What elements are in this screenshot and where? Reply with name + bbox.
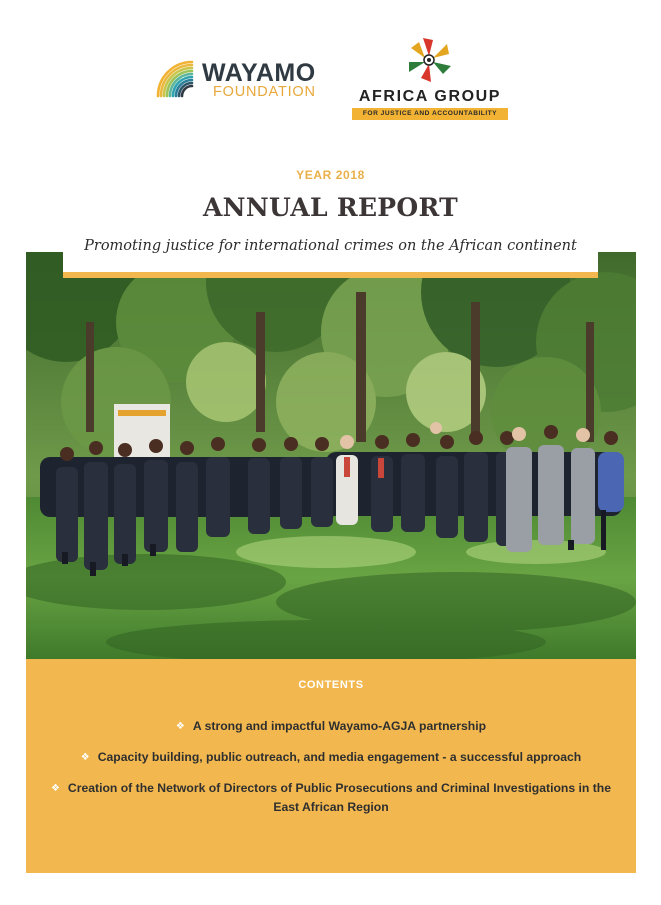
wayamo-foundation-logo bbox=[152, 56, 332, 104]
group-photo-illustration bbox=[26, 252, 636, 659]
report-title: ANNUAL REPORT bbox=[202, 193, 459, 222]
contents-item bbox=[46, 748, 616, 767]
contents-panel bbox=[26, 659, 636, 873]
contents-item bbox=[46, 717, 616, 736]
africa-group-emblem-icon bbox=[404, 36, 454, 84]
report-year: YEAR 2018 bbox=[296, 168, 365, 182]
contents-heading: CONTENTS bbox=[298, 679, 364, 691]
subtitle-banner bbox=[63, 232, 598, 278]
report-subtitle: Promoting justice for international crimes on the African continent bbox=[84, 238, 577, 254]
group-photo bbox=[26, 252, 636, 659]
diamond-bullet-icon: ❖ bbox=[175, 721, 185, 732]
contents-item-text: Capacity building, public outreach, and media engagement - a successful approach bbox=[97, 750, 582, 764]
wayamo-wordmark: WAYAMO bbox=[202, 59, 316, 87]
contents-item bbox=[46, 779, 616, 816]
diamond-bullet-icon: ❖ bbox=[80, 752, 90, 763]
contents-item-text: Creation of the Network of Directors of Public Prosecutions and Criminal Investigations in the East African Region bbox=[67, 781, 612, 814]
africa-group-wordmark: AFRICA GROUP bbox=[358, 88, 502, 105]
diamond-bullet-icon: ❖ bbox=[50, 783, 60, 794]
wayamo-foundation-text: FOUNDATION bbox=[213, 84, 316, 100]
wayamo-arc-logo-icon bbox=[152, 56, 198, 102]
contents-item-text: A strong and impactful Wayamo-AGJA partnership bbox=[192, 719, 487, 733]
africa-group-tagline: FOR JUSTICE AND ACCOUNTABILITY bbox=[352, 108, 508, 120]
africa-group-logo bbox=[350, 36, 510, 122]
